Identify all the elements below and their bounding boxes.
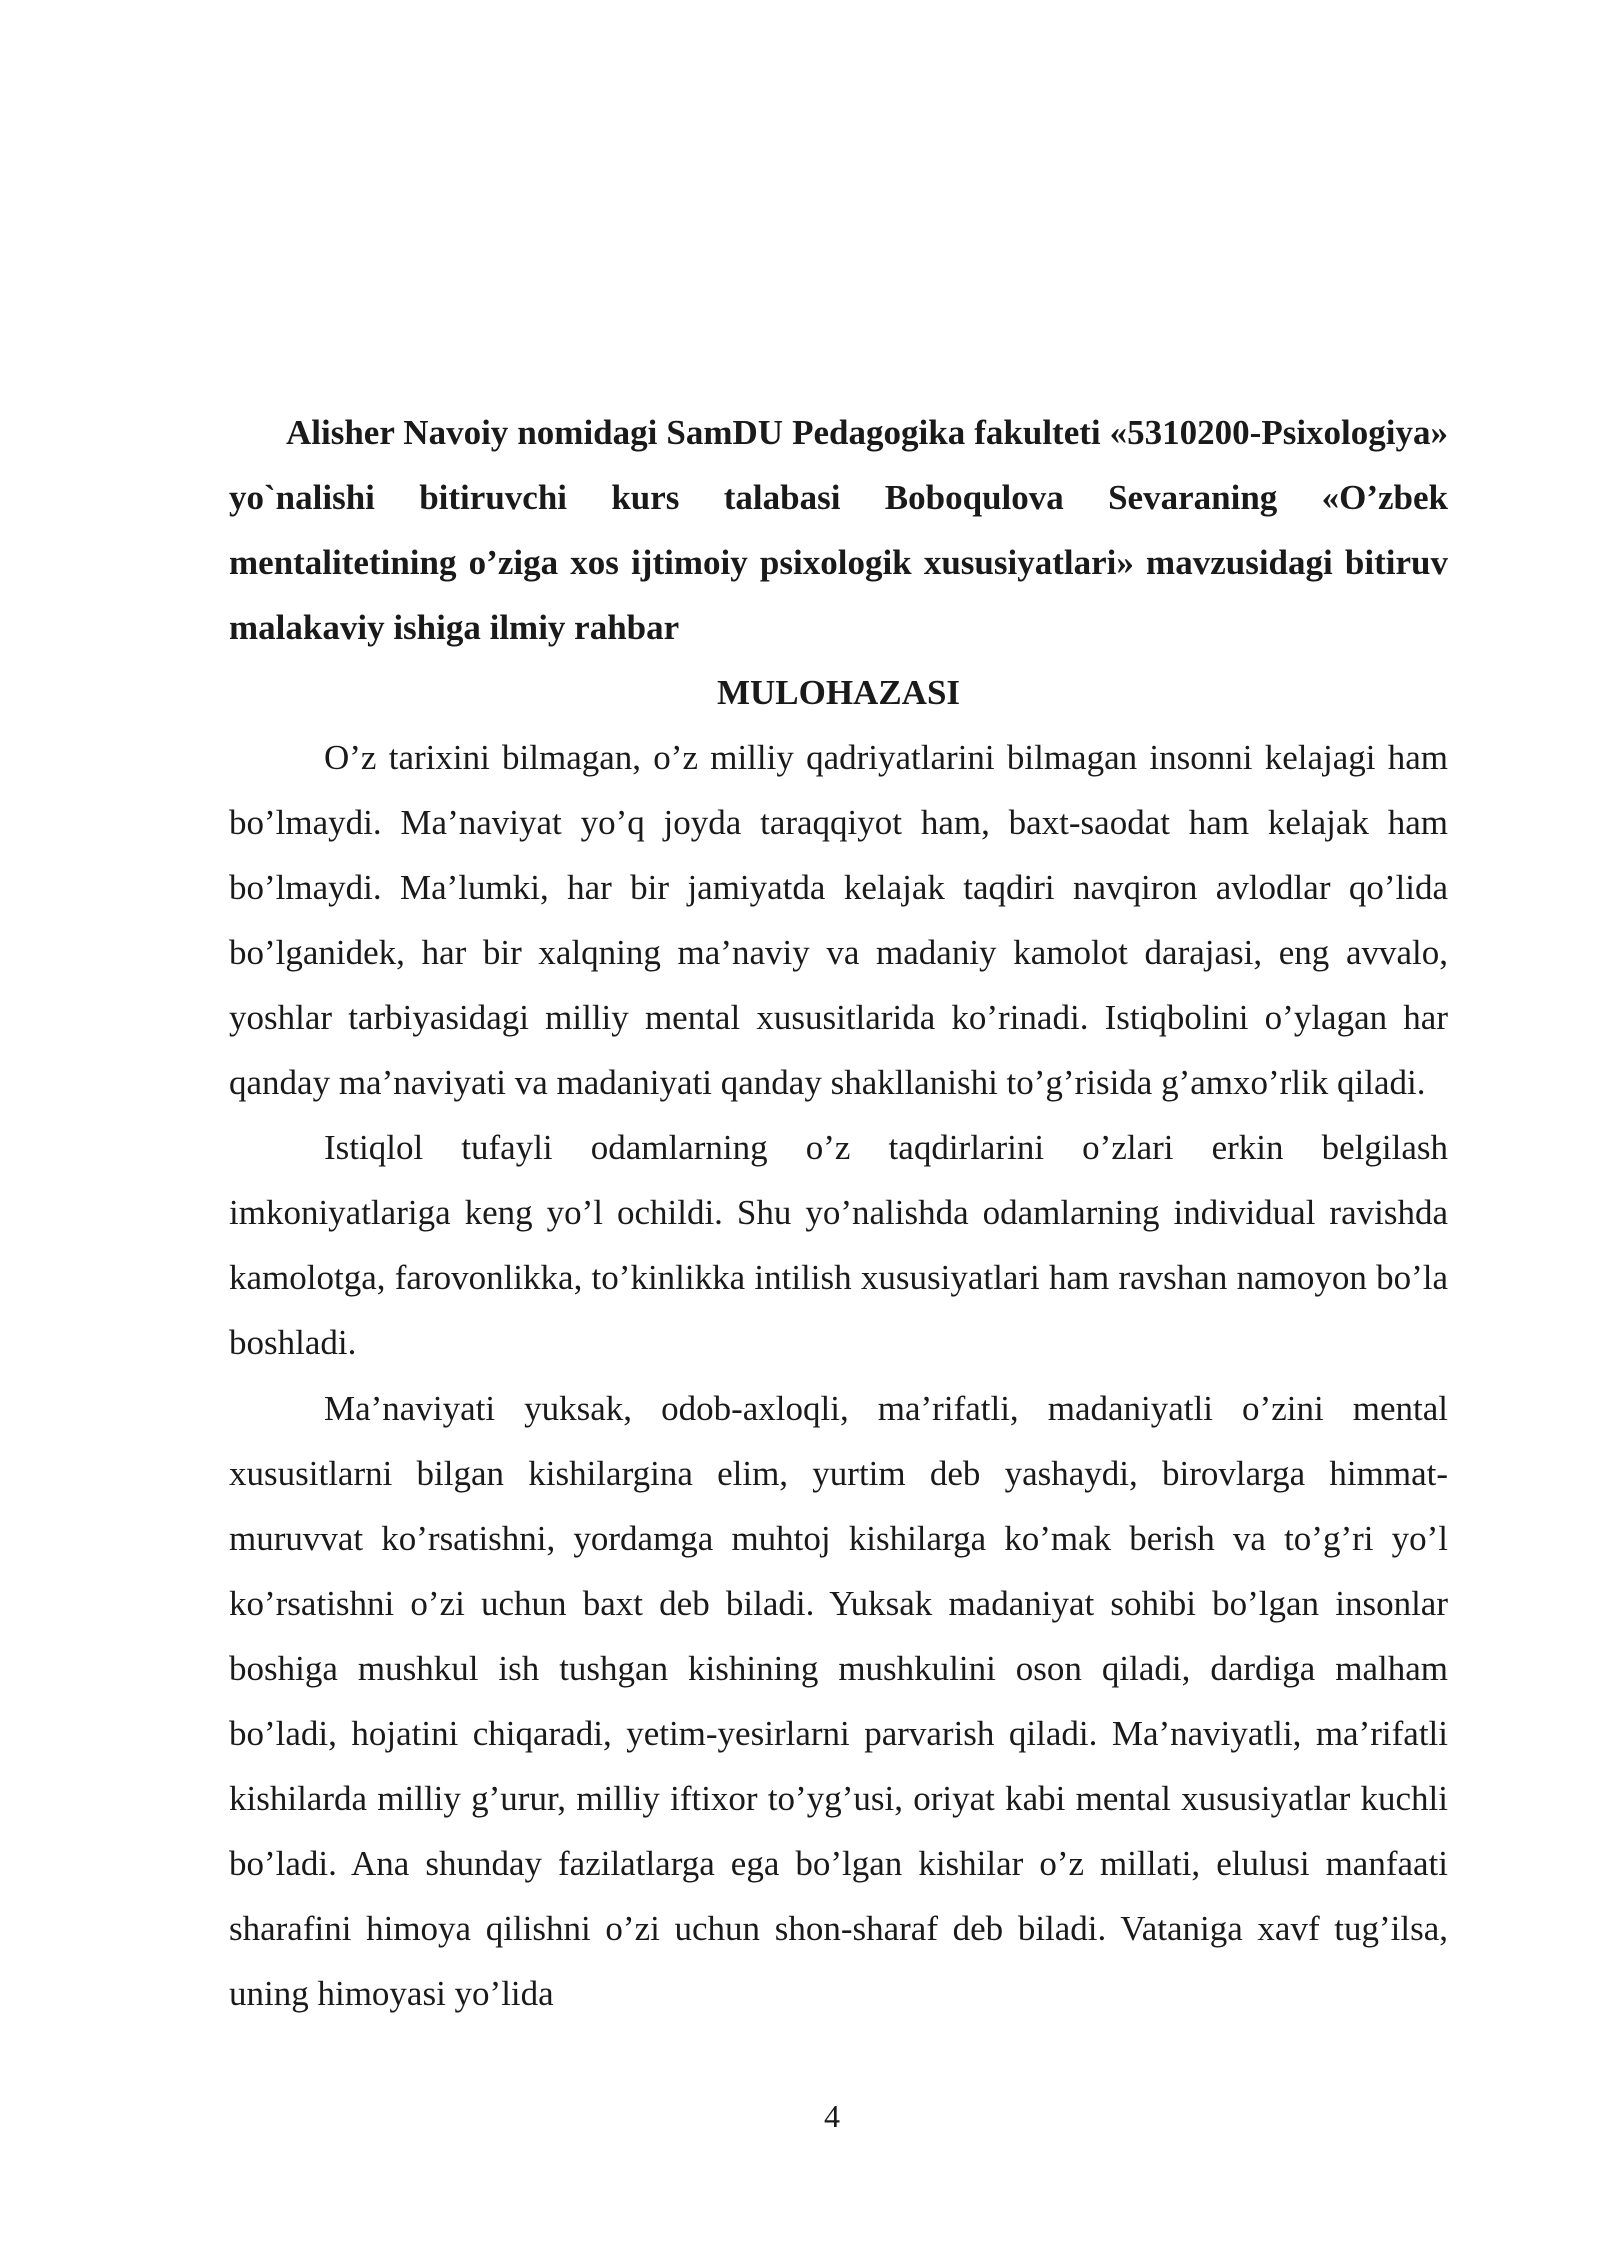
page-content [229, 400, 1448, 2026]
paragraph-3: Ma’naviyati yuksak, odob-axloqli, ma’rifatli, madaniyatli o’zini mental xususitlarni bilgan kishilargina elim, yurtim deb yashaydi, birovlarga himmat-muruvvat ko’rsatishni, yordamga muhtoj kishilarga ko’mak berish va to’g’ri yo’l ko’rsatishni o’zi uchun baxt deb biladi. Yuksak madaniyat sohibi bo’lgan insonlar boshiga mushkul ish tushgan kishining mushkulini oson qiladi, dardiga malham bo’ladi, hojatini chiqaradi, yetim-yesirlarni parvarish qiladi. Ma’naviyatli, ma’rifatli kishilarda milliy g’urur, milliy iftixor to’yg’usi, oriyat kabi mental xususiyatlar kuchli bo’ladi. Ana shunday fazilatlarga ega bo’lgan kishilar o’z millati, elulusi manfaati sharafini himoya qilishni o’zi uchun shon-sharaf deb biladi. Vataniga xavf tug’ilsa, uning himoyasi yo’lida [229, 1389, 1448, 2013]
document-title: MULOHAZASI [716, 673, 961, 712]
paragraph-2: Istiqlol tufayli odamlarning o’z taqdirlarini o’zlari erkin belgilash imkoniyatlariga keng yo’l ochildi. Shu yo’nalishda odamlarning individual ravishda kamolotga, farovonlikka, to’kinlikka intilish xususiyatlari ham ravshan namoyon bo’la boshladi. [229, 1128, 1448, 1362]
document-heading: Alisher Navoiy nomidagi SamDU Pedagogika fakulteti «5310200-Psixologiya» yo`nalishi bitiruvchi kurs talabasi Boboqulova Sevaraning «O’zbek mentalitetining o’ziga xos ijtimoiy psixologik xususiyatlari» mavzusidagi bitiruv malakaviy ishiga ilmiy rahbar [229, 413, 1448, 647]
paragraph-1: O’z tarixini bilmagan, o’z milliy qadriyatlarini bilmagan insonni kelajagi ham bo’lmaydi. Ma’naviyat yo’q joyda taraqqiyot ham, baxt-saodat ham kelajak ham bo’lmaydi. Ma’lumki, har bir jamiyatda kelajak taqdiri navqiron avlodlar qo’lida bo’lganidek, har bir xalqning ma’naviy va madaniy kamolot darajasi, eng avvalo, yoshlar tarbiyasidagi milliy mental xususitlarida ko’rinadi. Istiqbolini o’ylagan har qanday ma’naviyati va madaniyati qanday shakllanishi to’g’risida g’amxo’rlik qiladi. [229, 738, 1448, 1102]
page-number: 4 [824, 2098, 840, 2134]
